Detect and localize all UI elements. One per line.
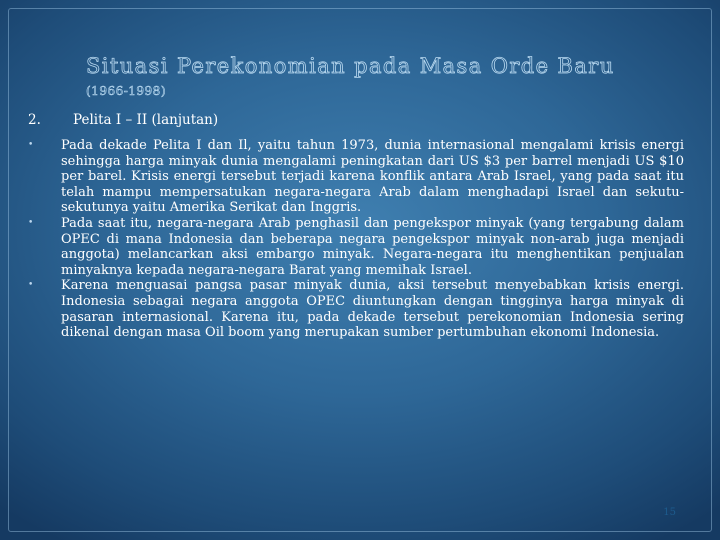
page-number: 15 bbox=[663, 507, 676, 518]
bullet-list bbox=[28, 138, 684, 341]
slide-title: Situasi Perekonomian pada Masa Orde Baru bbox=[86, 54, 615, 78]
slide-subtitle: (1966-1998) bbox=[86, 84, 166, 98]
bullet-icon: • bbox=[28, 140, 34, 150]
bullet-item bbox=[28, 216, 684, 278]
bullet-text: Karena menguasai pangsa pasar minyak dunia, aksi tersebut menyebabkan krisis energi. Indonesia sebagai negara anggota OPEC diuntungkan dengan tingginya harga minyak di pasaran internasional. Karena itu, pada dekade tersebut perekonomian Indonesia sering dikenal dengan masa Oil boom yang merupakan sumber pertumbuhan ekonomi Indonesia. bbox=[61, 278, 684, 341]
section-number: 2. bbox=[28, 112, 41, 128]
section-heading bbox=[28, 112, 218, 128]
bullet-text: Pada dekade Pelita I dan Il, yaitu tahun 1973, dunia internasional mengalami krisis energi sehingga harga minyak dunia mengalami peningkatan dari US $3 per barrel menjadi US $10 per barel. Krisis energi tersebut terjadi karena konflik antara Arab Israel, yang pada saat itu telah mampu mempersatukan negara-negara Arab dalam menghadapi Israel dan sekutu-sekutunya yaitu Amerika Serikat dan Inggris. bbox=[61, 138, 684, 216]
bullet-icon: • bbox=[28, 280, 34, 291]
section-title: Pelita I – II (lanjutan) bbox=[73, 112, 219, 128]
bullet-icon: • bbox=[28, 217, 34, 228]
bullet-text: Pada saat itu, negara-negara Arab penghasil dan pengekspor minyak (yang tergabung dalam OPEC di mana Indonesia dan beberapa negara pengekspor minyak non-arab juga menjadi anggota) melancarkan aksi embargo minyak. Negara-negara itu menghentikan penjualan minyaknya kepada negara-negara Barat yang memihak Israel. bbox=[61, 215, 684, 278]
bullet-item bbox=[28, 138, 684, 216]
bullet-item bbox=[28, 278, 684, 340]
